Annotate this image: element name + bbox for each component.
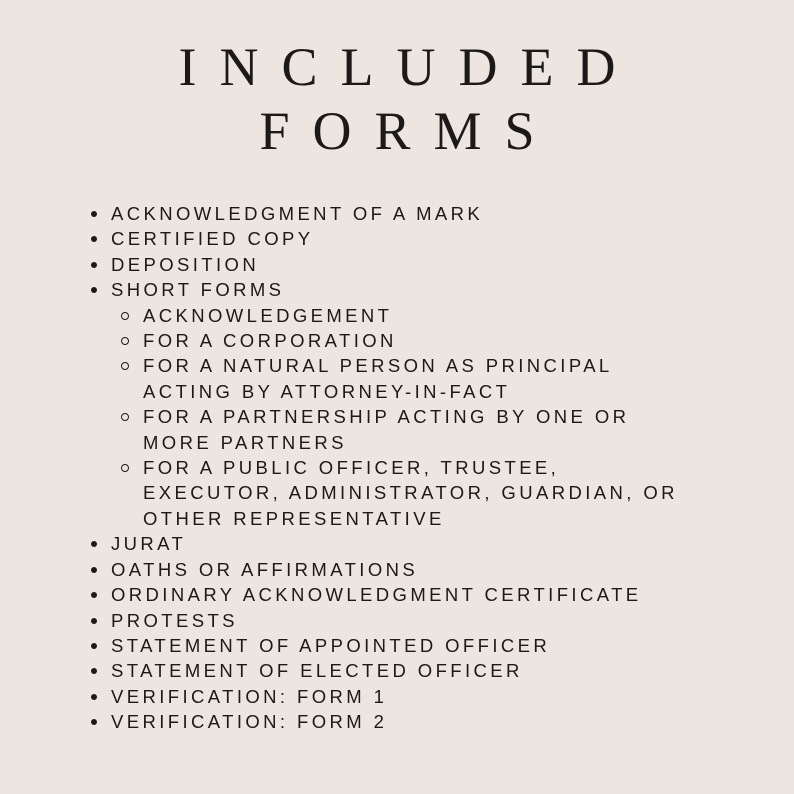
list-item (88, 557, 788, 582)
list-item (88, 684, 788, 709)
bullet-icon (91, 262, 97, 268)
hollow-bullet-icon (121, 312, 129, 320)
page-title-line-1: INCLUDED (178, 37, 639, 97)
bullet-icon (91, 541, 97, 547)
bullet-icon (91, 592, 97, 598)
list-item (88, 608, 788, 633)
list-item (88, 201, 788, 226)
hollow-bullet-icon (121, 337, 129, 345)
included-forms-list (88, 201, 788, 735)
list-item-label: OATHS OR AFFIRMATIONS (111, 558, 419, 580)
list-item (88, 633, 788, 658)
hollow-bullet-icon (121, 464, 129, 472)
bullet-icon (91, 668, 97, 674)
bullet-icon (91, 694, 97, 700)
sub-list-item-label: FOR A PARTNERSHIP ACTING BY ONE OR MORE PARTNERS (143, 406, 630, 453)
list-item-label: DEPOSITION (111, 253, 260, 275)
list-item-label: ORDINARY ACKNOWLEDGMENT CERTIFICATE (111, 584, 642, 606)
sub-list-item-label: FOR A CORPORATION (143, 330, 397, 352)
sub-list-item (111, 455, 788, 531)
list-item-label: CERTIFIED COPY (111, 228, 314, 250)
hollow-bullet-icon (121, 413, 129, 421)
bullet-icon (91, 236, 97, 242)
sub-list-item (111, 328, 788, 353)
bullet-icon (91, 643, 97, 649)
sub-list-item-label: FOR A PUBLIC OFFICER, TRUSTEE, EXECUTOR, ADMINISTRATOR, GUARDIAN, OR OTHER REPRESENTATIVE (143, 457, 678, 529)
list-item (88, 582, 788, 607)
list-item-label: JURAT (111, 533, 187, 555)
list-item-short-forms (88, 277, 788, 531)
list-item (88, 709, 788, 734)
list-item-label: ACKNOWLEDGMENT OF A MARK (111, 203, 484, 224)
list-item-label: VERIFICATION: FORM 2 (111, 711, 388, 733)
list-item-label: STATEMENT OF ELECTED OFFICER (111, 660, 523, 682)
sub-list-item-label: FOR A NATURAL PERSON AS PRINCIPAL ACTING BY ATTORNEY-IN-FACT (143, 355, 612, 402)
page-title-line-2: FORMS (259, 101, 558, 161)
list-item (88, 252, 788, 277)
list-item-label: VERIFICATION: FORM 1 (111, 685, 388, 707)
bullet-icon (91, 719, 97, 725)
bullet-icon (91, 567, 97, 573)
bullet-icon (91, 287, 97, 293)
list-item (88, 226, 788, 251)
list-item-label: SHORT FORMS (111, 279, 285, 301)
sub-list-item (111, 404, 788, 455)
short-forms-sublist (111, 303, 788, 532)
hollow-bullet-icon (121, 362, 129, 370)
bullet-icon (91, 211, 97, 217)
sub-list-item (111, 353, 788, 404)
list-item-label: PROTESTS (111, 609, 238, 631)
sub-list-item-label: ACKNOWLEDGEMENT (143, 304, 393, 326)
list-item (88, 531, 788, 556)
list-item (88, 658, 788, 683)
sub-list-item (111, 303, 788, 328)
bullet-icon (91, 618, 97, 624)
list-item-label: STATEMENT OF APPOINTED OFFICER (111, 634, 551, 656)
